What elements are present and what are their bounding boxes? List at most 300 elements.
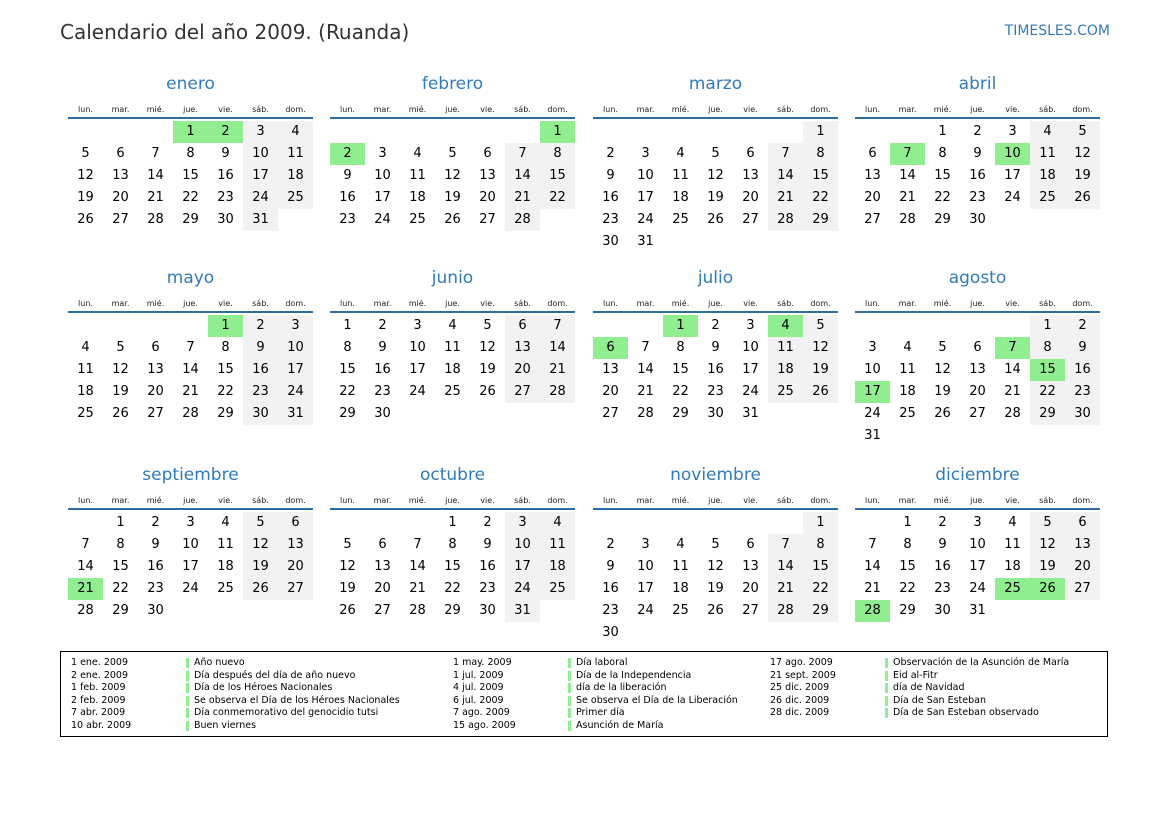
day-cell: 13 <box>479 168 496 183</box>
weekday-label: lun. <box>603 299 618 308</box>
month-name: marzo <box>688 74 743 94</box>
week-row <box>330 143 575 165</box>
day-cell: 2 <box>938 515 947 530</box>
day-cell: 22 <box>217 384 234 399</box>
month-name: diciembre <box>935 465 1020 485</box>
weekend-day-cell: 11 <box>278 143 313 165</box>
weekday-label: mié. <box>671 496 690 505</box>
holiday-date: 21 sept. 2009 <box>770 669 836 681</box>
weekday-label: lun. <box>865 299 880 308</box>
page-title: Calendario del año 2009. (Ruanda) <box>60 20 410 44</box>
weekday-label: mié. <box>933 496 952 505</box>
week-row <box>855 381 1100 403</box>
day-cell: 4 <box>81 340 90 355</box>
day-cell: 21 <box>864 581 881 596</box>
day-cell: 23 <box>707 384 724 399</box>
day-cell: 19 <box>934 384 951 399</box>
month-name: julio <box>697 268 734 288</box>
day-cell: 26 <box>77 212 94 227</box>
day-cell: 20 <box>602 384 619 399</box>
weekend-day-cell: 11 <box>1030 143 1065 165</box>
day-cell: 18 <box>672 581 689 596</box>
empty-day-cell <box>960 315 995 337</box>
weekend-day-cell: 12 <box>1030 534 1065 556</box>
empty-day-cell <box>733 622 768 644</box>
week-row <box>855 556 1100 578</box>
weekend-day-cell: 12 <box>243 534 278 556</box>
day-cell: 5 <box>483 318 492 333</box>
day-cell: 8 <box>116 537 125 552</box>
weekend-day-cell: 8 <box>1030 337 1065 359</box>
weekday-header <box>330 96 575 117</box>
day-cell: 28 <box>637 406 654 421</box>
empty-day-cell <box>995 425 1030 447</box>
month-febrero <box>330 72 575 231</box>
empty-day-cell <box>663 622 698 644</box>
holiday-name: Asunción de María <box>576 719 664 731</box>
day-cell: 31 <box>637 234 654 249</box>
day-cell: 4 <box>903 340 912 355</box>
legend-row <box>453 682 738 695</box>
empty-day-cell <box>505 403 540 425</box>
weekday-header <box>855 487 1100 508</box>
holiday-cell: 7 <box>995 337 1030 359</box>
day-cell: 30 <box>707 406 724 421</box>
week-row <box>330 187 575 209</box>
holiday-date: 1 feb. 2009 <box>71 682 126 694</box>
weekend-day-cell: 4 <box>278 121 313 143</box>
empty-day-cell <box>103 315 138 337</box>
day-cell: 3 <box>746 318 755 333</box>
weekend-day-cell: 1 <box>803 512 838 534</box>
month-name: junio <box>431 268 474 288</box>
day-cell: 31 <box>864 428 881 443</box>
day-cell: 4 <box>221 515 230 530</box>
month-divider <box>330 117 575 119</box>
month-name: enero <box>166 74 215 94</box>
day-cell: 5 <box>711 146 720 161</box>
day-cell: 24 <box>1004 190 1021 205</box>
day-cell: 16 <box>707 362 724 377</box>
month-octubre <box>330 463 575 622</box>
month-divider <box>330 311 575 313</box>
day-cell: 28 <box>147 212 164 227</box>
day-cell: 30 <box>602 234 619 249</box>
weekday-label: dom. <box>547 299 568 308</box>
weekday-label: sáb. <box>514 105 531 114</box>
day-cell: 29 <box>672 406 689 421</box>
day-cell: 15 <box>934 168 951 183</box>
week-row <box>593 556 838 578</box>
day-cell: 6 <box>483 146 492 161</box>
holiday-name: día de Navidad <box>893 682 965 694</box>
weekend-day-cell: 18 <box>1030 165 1065 187</box>
day-cell: 6 <box>746 537 755 552</box>
day-cell: 22 <box>444 581 461 596</box>
holiday-cell: 4 <box>768 315 803 337</box>
weekday-label: mié. <box>671 299 690 308</box>
day-cell: 14 <box>899 168 916 183</box>
holiday-date: 17 ago. 2009 <box>770 657 833 668</box>
day-cell: 1 <box>448 515 457 530</box>
day-cell: 26 <box>479 384 496 399</box>
day-cell: 1 <box>343 318 352 333</box>
weekday-label: mié. <box>408 496 427 505</box>
day-cell: 9 <box>378 340 387 355</box>
day-cell: 30 <box>217 212 234 227</box>
week-row <box>855 359 1100 381</box>
holiday-date: 25 dic. 2009 <box>770 682 830 694</box>
holiday-date: 2 ene. 2009 <box>71 669 128 681</box>
day-cell: 9 <box>151 537 160 552</box>
week-row <box>593 534 838 556</box>
legend-row <box>71 695 400 708</box>
empty-day-cell <box>68 315 103 337</box>
day-cell: 22 <box>339 384 356 399</box>
day-cell: 12 <box>444 168 461 183</box>
day-cell: 24 <box>182 581 199 596</box>
month-mayo <box>68 266 313 425</box>
day-cell: 22 <box>112 581 129 596</box>
empty-day-cell <box>995 315 1030 337</box>
day-cell: 21 <box>1004 384 1021 399</box>
day-cell: 26 <box>707 212 724 227</box>
empty-day-cell <box>925 425 960 447</box>
week-row <box>855 143 1100 165</box>
week-row <box>855 512 1100 534</box>
day-cell: 7 <box>641 340 650 355</box>
weekday-label: vie. <box>480 496 495 505</box>
holiday-marker <box>186 708 189 718</box>
weekend-day-cell: 24 <box>505 578 540 600</box>
holiday-marker <box>186 721 189 731</box>
weekend-day-cell: 24 <box>278 381 313 403</box>
day-cell: 5 <box>81 146 90 161</box>
week-row <box>330 512 575 534</box>
day-cell: 26 <box>934 406 951 421</box>
day-cell: 19 <box>707 581 724 596</box>
weekday-label: jue. <box>970 299 985 308</box>
weekday-label: mar. <box>636 496 655 505</box>
holiday-name: Día de la Independencia <box>576 669 692 681</box>
day-cell: 2 <box>606 146 615 161</box>
weekend-day-cell: 15 <box>803 165 838 187</box>
holiday-name: Observación de la Asunción de María <box>893 657 1070 668</box>
weekend-day-cell: 7 <box>505 143 540 165</box>
weekday-label: jue. <box>708 299 723 308</box>
empty-day-cell <box>890 121 925 143</box>
weekday-label: mié. <box>933 299 952 308</box>
day-cell: 8 <box>676 340 685 355</box>
weekend-day-cell: 27 <box>278 578 313 600</box>
week-row <box>593 381 838 403</box>
empty-day-cell <box>365 512 400 534</box>
day-cell: 18 <box>217 559 234 574</box>
week-row <box>593 165 838 187</box>
day-cell: 20 <box>969 384 986 399</box>
month-divider <box>593 508 838 510</box>
weekend-day-cell: 31 <box>505 600 540 622</box>
weekday-label: vie. <box>1005 105 1020 114</box>
weekday-label: lun. <box>865 105 880 114</box>
empty-day-cell <box>505 121 540 143</box>
holiday-date: 26 dic. 2009 <box>770 694 830 706</box>
weekend-day-cell: 19 <box>243 556 278 578</box>
weekend-day-cell: 27 <box>505 381 540 403</box>
empty-day-cell <box>768 512 803 534</box>
weekend-day-cell: 17 <box>505 556 540 578</box>
site-link[interactable]: TIMESLES.COM <box>1004 23 1110 39</box>
weekday-label: jue. <box>708 105 723 114</box>
weekend-day-cell: 7 <box>540 315 575 337</box>
day-cell: 15 <box>182 168 199 183</box>
week-row <box>68 600 313 622</box>
day-cell: 13 <box>742 559 759 574</box>
weekend-day-cell: 28 <box>768 209 803 231</box>
weekday-label: vie. <box>218 105 233 114</box>
weekend-day-cell: 26 <box>1065 187 1100 209</box>
empty-day-cell <box>103 121 138 143</box>
legend-row <box>71 682 400 695</box>
weekend-day-cell: 28 <box>505 209 540 231</box>
month-julio <box>593 266 838 425</box>
day-cell: 10 <box>742 340 759 355</box>
day-cell: 21 <box>147 190 164 205</box>
week-row <box>68 556 313 578</box>
holiday-name: Día después del día de año nuevo <box>194 669 356 681</box>
day-cell: 2 <box>711 318 720 333</box>
month-agosto <box>855 266 1100 447</box>
day-cell: 25 <box>217 581 234 596</box>
holiday-name: día de la liberación <box>576 682 667 694</box>
empty-day-cell <box>698 121 733 143</box>
weekend-day-cell: 31 <box>278 403 313 425</box>
empty-day-cell <box>663 512 698 534</box>
weekend-day-cell: 3 <box>278 315 313 337</box>
weekend-day-cell: 8 <box>803 534 838 556</box>
day-cell: 31 <box>969 603 986 618</box>
day-cell: 27 <box>374 603 391 618</box>
day-cell: 7 <box>81 537 90 552</box>
day-cell: 6 <box>746 146 755 161</box>
empty-day-cell <box>400 403 435 425</box>
month-name: octubre <box>419 465 486 485</box>
empty-day-cell <box>435 121 470 143</box>
week-row <box>330 403 575 425</box>
weekend-day-cell: 19 <box>1065 165 1100 187</box>
holiday-name: Día de los Héroes Nacionales <box>194 682 333 694</box>
day-cell: 23 <box>602 212 619 227</box>
day-cell: 17 <box>182 559 199 574</box>
month-name: noviembre <box>670 465 761 485</box>
day-cell: 9 <box>711 340 720 355</box>
day-cell: 16 <box>602 581 619 596</box>
day-cell: 7 <box>186 340 195 355</box>
weekend-day-cell: 4 <box>540 512 575 534</box>
weekday-label: sáb. <box>777 496 794 505</box>
weekend-day-cell: 24 <box>243 187 278 209</box>
weekend-day-cell: 12 <box>803 337 838 359</box>
day-cell: 22 <box>182 190 199 205</box>
week-row <box>593 622 838 644</box>
week-row <box>855 600 1100 622</box>
weekday-label: jue. <box>970 105 985 114</box>
day-cell: 11 <box>217 537 234 552</box>
day-cell: 5 <box>116 340 125 355</box>
day-cell: 20 <box>147 384 164 399</box>
weekday-label: jue. <box>183 299 198 308</box>
week-row <box>855 121 1100 143</box>
day-cell: 3 <box>186 515 195 530</box>
day-cell: 22 <box>934 190 951 205</box>
weekday-label: jue. <box>445 105 460 114</box>
day-cell: 16 <box>147 559 164 574</box>
day-cell: 10 <box>637 168 654 183</box>
empty-day-cell <box>628 121 663 143</box>
weekend-day-cell: 14 <box>505 165 540 187</box>
day-cell: 27 <box>479 212 496 227</box>
day-cell: 2 <box>483 515 492 530</box>
weekend-day-cell: 13 <box>505 337 540 359</box>
day-cell: 30 <box>147 603 164 618</box>
empty-day-cell <box>1030 209 1065 231</box>
empty-day-cell <box>278 209 313 231</box>
day-cell: 12 <box>934 362 951 377</box>
day-cell: 20 <box>742 190 759 205</box>
weekend-day-cell: 14 <box>768 165 803 187</box>
holiday-date: 7 ago. 2009 <box>453 707 510 719</box>
day-cell: 8 <box>221 340 230 355</box>
weekend-day-cell: 10 <box>278 337 313 359</box>
day-cell: 7 <box>413 537 422 552</box>
weekend-day-cell: 11 <box>540 534 575 556</box>
weekend-day-cell: 5 <box>243 512 278 534</box>
day-cell: 18 <box>899 384 916 399</box>
legend-row <box>770 707 1069 720</box>
day-cell: 8 <box>448 537 457 552</box>
day-cell: 23 <box>934 581 951 596</box>
weekday-label: sáb. <box>1039 496 1056 505</box>
weekday-label: vie. <box>1005 496 1020 505</box>
week-row <box>68 534 313 556</box>
weekday-label: dom. <box>810 496 831 505</box>
holiday-date: 28 dic. 2009 <box>770 707 830 719</box>
weekend-day-cell: 23 <box>243 381 278 403</box>
day-cell: 4 <box>676 146 685 161</box>
day-cell: 23 <box>969 190 986 205</box>
month-marzo <box>593 72 838 253</box>
weekend-day-cell: 13 <box>1065 534 1100 556</box>
day-cell: 30 <box>969 212 986 227</box>
weekday-label: vie. <box>743 299 758 308</box>
empty-day-cell <box>663 121 698 143</box>
day-cell: 27 <box>742 603 759 618</box>
day-cell: 17 <box>637 581 654 596</box>
week-row <box>855 165 1100 187</box>
day-cell: 19 <box>444 190 461 205</box>
weekend-day-cell: 20 <box>278 556 313 578</box>
weekend-day-cell: 31 <box>243 209 278 231</box>
day-cell: 25 <box>672 212 689 227</box>
weekday-label: jue. <box>708 496 723 505</box>
month-name: agosto <box>948 268 1007 288</box>
week-row <box>593 209 838 231</box>
weekend-day-cell: 22 <box>803 187 838 209</box>
day-cell: 24 <box>637 603 654 618</box>
empty-day-cell <box>400 512 435 534</box>
day-cell: 17 <box>409 362 426 377</box>
holiday-name: Día conmemorativo del genocidio tutsi <box>194 707 379 719</box>
day-cell: 19 <box>707 190 724 205</box>
day-cell: 14 <box>864 559 881 574</box>
weekday-header <box>593 290 838 311</box>
day-cell: 28 <box>409 603 426 618</box>
month-divider <box>855 117 1100 119</box>
weekend-day-cell: 20 <box>1065 556 1100 578</box>
day-cell: 6 <box>973 340 982 355</box>
weekday-label: jue. <box>183 496 198 505</box>
day-cell: 5 <box>711 537 720 552</box>
empty-day-cell <box>330 512 365 534</box>
weekday-label: vie. <box>218 496 233 505</box>
weekend-day-cell: 19 <box>1030 556 1065 578</box>
weekday-label: mar. <box>373 496 392 505</box>
day-cell: 26 <box>444 212 461 227</box>
weekend-day-cell: 9 <box>1065 337 1100 359</box>
day-cell: 24 <box>742 384 759 399</box>
week-row <box>855 534 1100 556</box>
holiday-cell: 1 <box>663 315 698 337</box>
week-row <box>855 337 1100 359</box>
holiday-cell: 6 <box>593 337 628 359</box>
holiday-name: Se observa el Día de los Héroes Nacionales <box>194 694 400 706</box>
weekday-label: mar. <box>111 105 130 114</box>
empty-day-cell <box>803 403 838 425</box>
weekend-day-cell: 5 <box>1065 121 1100 143</box>
day-cell: 12 <box>707 168 724 183</box>
weekday-label: lun. <box>865 496 880 505</box>
empty-day-cell <box>540 403 575 425</box>
day-cell: 5 <box>343 537 352 552</box>
holiday-name: Día de San Esteban <box>893 694 986 706</box>
day-cell: 28 <box>77 603 94 618</box>
weekend-day-cell: 20 <box>505 359 540 381</box>
day-cell: 11 <box>77 362 94 377</box>
weekend-day-cell: 21 <box>768 187 803 209</box>
month-divider <box>593 311 838 313</box>
weekend-day-cell: 21 <box>540 359 575 381</box>
week-row <box>68 403 313 425</box>
weekend-day-cell: 6 <box>278 512 313 534</box>
day-cell: 24 <box>374 212 391 227</box>
holiday-marker <box>186 671 189 681</box>
day-cell: 8 <box>903 537 912 552</box>
day-cell: 9 <box>606 559 615 574</box>
day-cell: 31 <box>742 406 759 421</box>
day-cell: 22 <box>672 384 689 399</box>
day-cell: 1 <box>903 515 912 530</box>
day-cell: 7 <box>868 537 877 552</box>
weekday-header <box>68 290 313 311</box>
day-cell: 12 <box>77 168 94 183</box>
holiday-marker <box>885 696 888 706</box>
legend-row <box>453 657 738 670</box>
weekday-label: lun. <box>340 105 355 114</box>
day-cell: 13 <box>374 559 391 574</box>
week-row <box>593 512 838 534</box>
weekday-label: sáb. <box>252 299 269 308</box>
empty-day-cell <box>628 622 663 644</box>
